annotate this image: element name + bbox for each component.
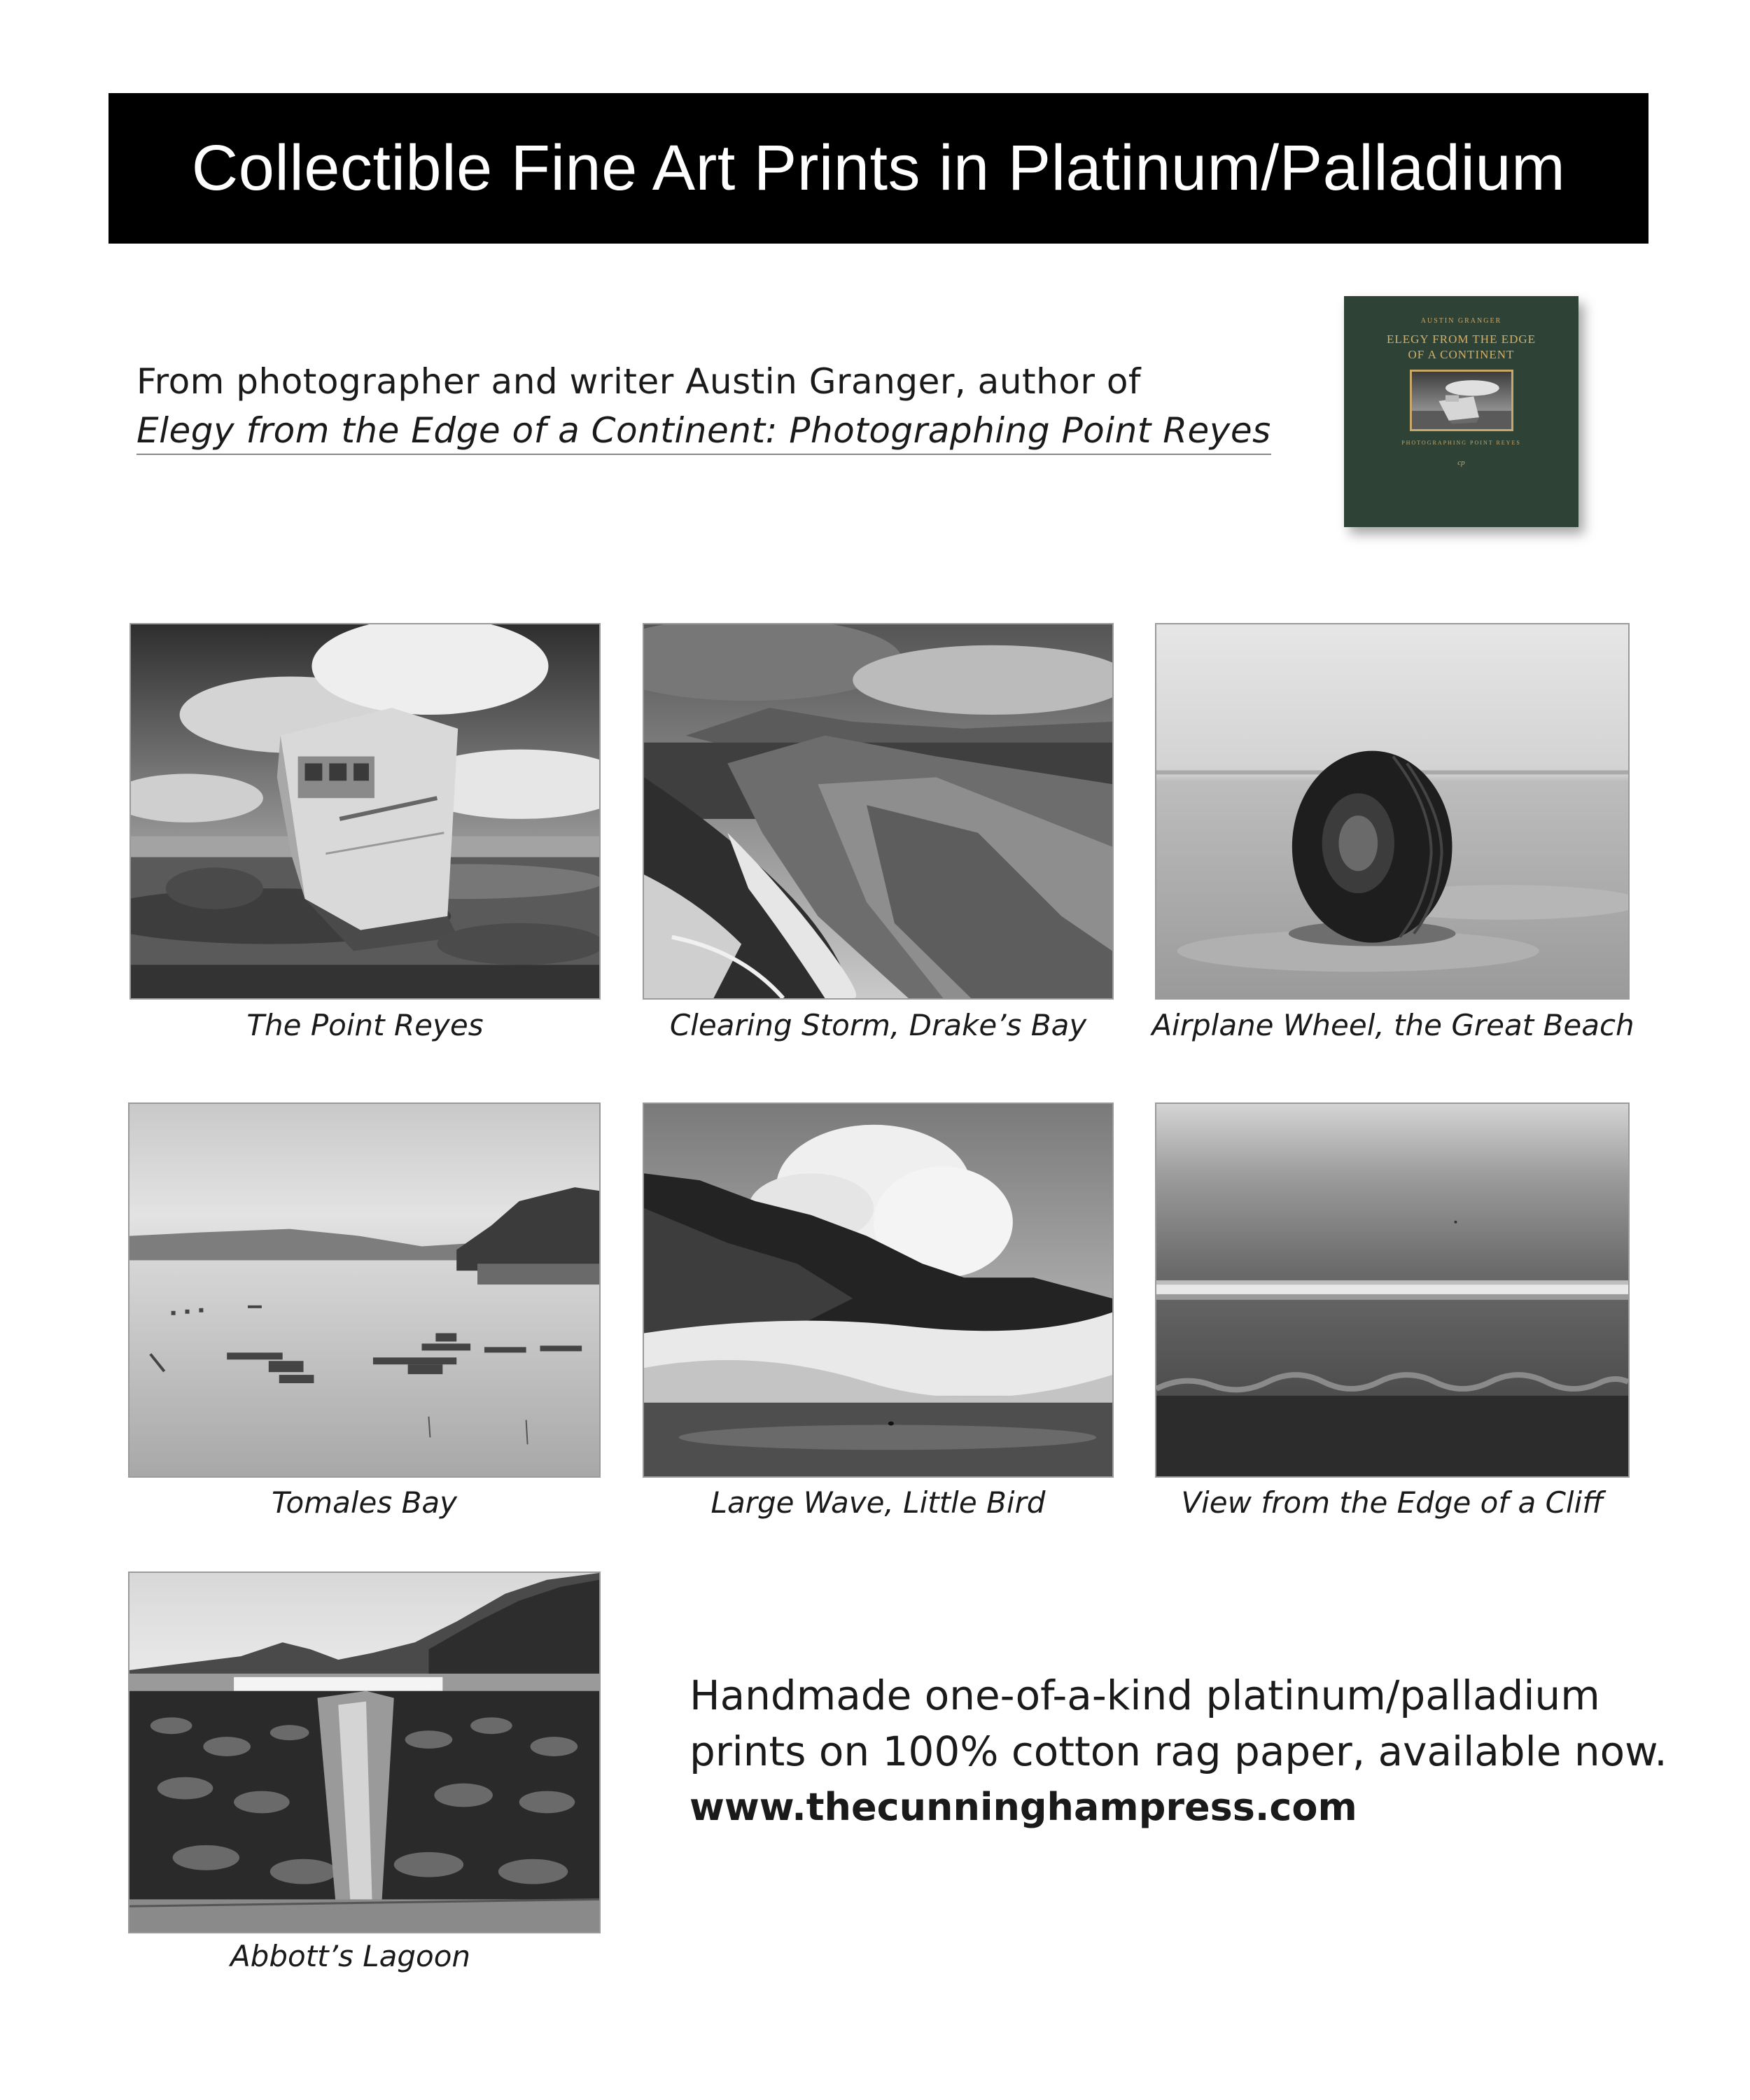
page-title: Collectible Fine Art Prints in Platinum/Palladium (191, 132, 1566, 204)
photo-caption: The Point Reyes (246, 1008, 484, 1042)
promo-text (690, 1667, 1667, 1835)
photo-caption: Abbott’s Lagoon (230, 1939, 471, 1973)
cover-publisher-logo: cp (1457, 458, 1465, 467)
photo-airplane-wheel[interactable] (1155, 623, 1630, 1000)
website-link[interactable]: www.thecunninghampress.com (690, 1785, 1357, 1829)
promo-line-2: prints on 100% cotton rag paper, available now. (690, 1728, 1667, 1775)
cover-title-line-1: ELEGY FROM THE EDGE (1386, 332, 1536, 346)
intro-author-line: From photographer and writer Austin Granger, author of (136, 361, 1142, 402)
cover-photo-boat (1410, 370, 1513, 431)
title-banner (108, 93, 1648, 244)
photo-abbotts-lagoon[interactable] (128, 1572, 601, 1933)
photo-edge-of-cliff[interactable] (1155, 1102, 1630, 1478)
promo-line-1: Handmade one-of-a-kind platinum/palladium (690, 1672, 1600, 1719)
cover-author: AUSTIN GRANGER (1420, 317, 1502, 325)
photo-tomales-bay[interactable] (128, 1102, 601, 1478)
cover-title-line-2: OF A CONTINENT (1408, 348, 1515, 361)
photo-caption: Airplane Wheel, the Great Beach (1152, 1008, 1634, 1042)
book-cover-image (1344, 296, 1578, 527)
photo-caption: Clearing Storm, Drake’s Bay (669, 1008, 1087, 1042)
cover-subtitle: PHOTOGRAPHING POINT REYES (1401, 440, 1521, 446)
photo-caption: View from the Edge of a Cliff (1181, 1485, 1604, 1520)
photo-large-wave[interactable] (643, 1102, 1114, 1478)
book-title-link[interactable]: Elegy from the Edge of a Continent: Photographing Point Reyes (136, 407, 1271, 455)
photo-point-reyes[interactable] (130, 623, 601, 1000)
photo-clearing-storm[interactable] (643, 623, 1114, 1000)
photo-caption: Large Wave, Little Bird (710, 1485, 1046, 1520)
intro-text (136, 357, 1326, 455)
cover-title (1387, 332, 1536, 363)
photo-caption: Tomales Bay (272, 1485, 457, 1520)
